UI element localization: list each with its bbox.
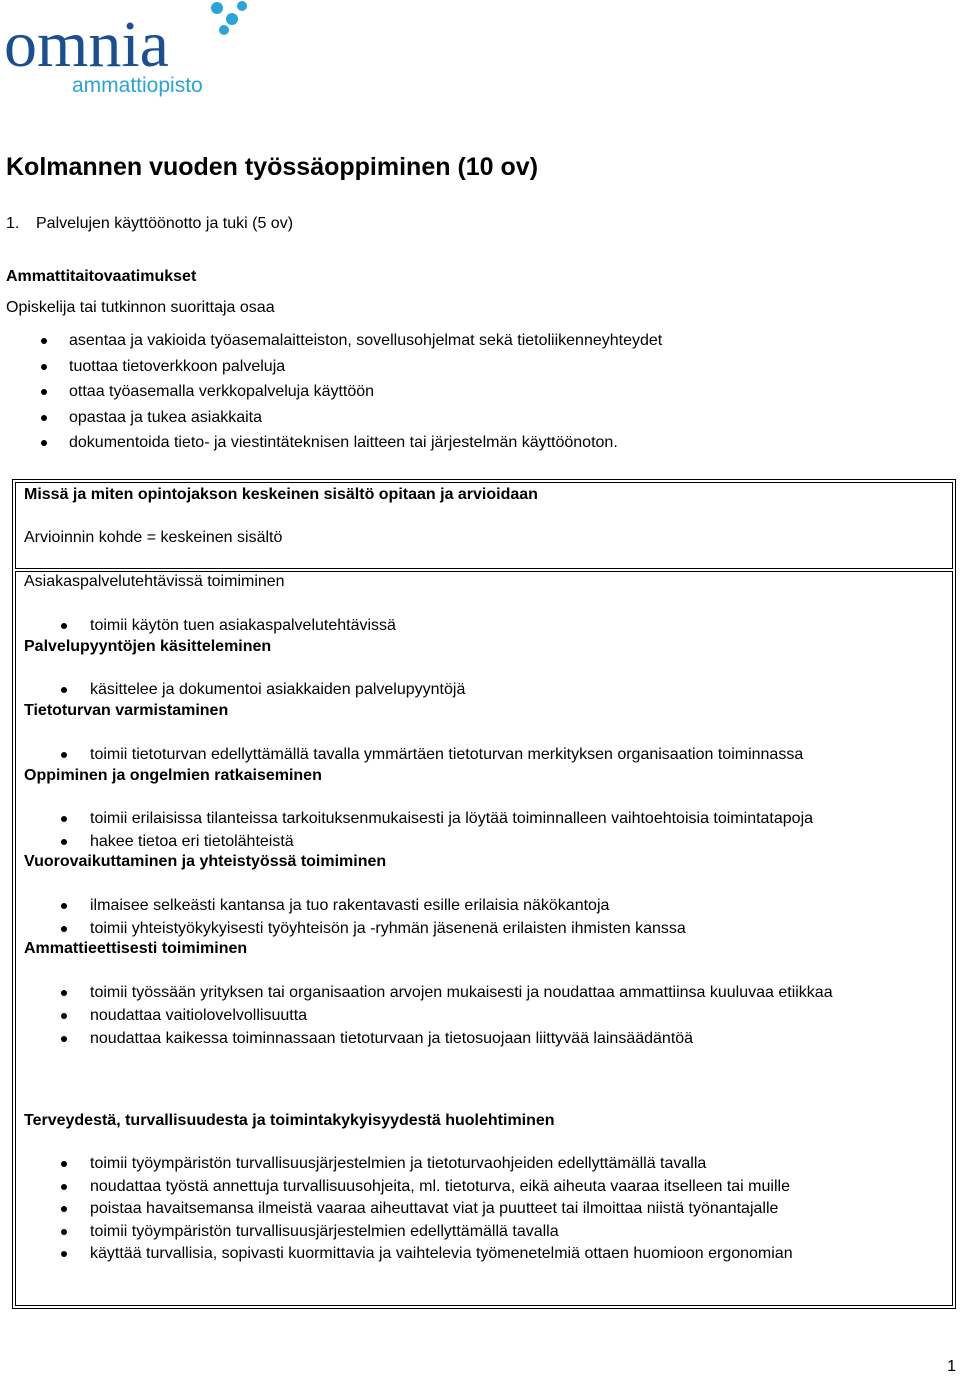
list-item: toimii tietoturvan edellyttämällä tavalla ymmärtäen tietoturvan merkityksen organisaation toiminnassa (90, 744, 940, 766)
list-item: tuottaa tietoverkkoon palveluja (69, 356, 949, 382)
list-item: poistaa havaitsemansa ilmeistä vaaraa aiheuttavat viat ja puutteet tai ilmoittaa niistä työnantajalle (90, 1198, 940, 1220)
group-heading: Tietoturvan varmistaminen (24, 702, 229, 719)
group-heading: Palvelupyyntöjen käsitteleminen (24, 638, 272, 655)
list-item: dokumentoida tieto- ja viestintäteknisen laitteen tai järjestelmän käyttöönoton. (69, 432, 949, 458)
group-list (90, 1153, 940, 1265)
list-item: noudattaa työstä annettuja turvallisuusohjeita, ml. tietoturva, eikä aiheuta vaaraa itselleen tai muille (90, 1176, 940, 1198)
list-item: toimii käytön tuen asiakaspalvelutehtävissä (90, 615, 940, 637)
logo-subtitle: ammattiopisto (72, 74, 203, 97)
list-item: toimii työympäristön turvallisuusjärjestelmien edellyttämällä tavalla (90, 1221, 940, 1243)
section-number: 1. (6, 215, 20, 232)
requirements-intro: Opiskelija tai tutkinnon suorittaja osaa (6, 299, 275, 316)
list-item: noudattaa kaikessa toiminnassaan tietoturvaan ja tietosuojaan liittyvää lainsäädäntöä (90, 1028, 890, 1050)
omnia-logo (4, 0, 254, 100)
table-subheader: Arvioinnin kohde = keskeinen sisältö (24, 529, 283, 546)
list-item: toimii yhteistyökykyisesti työyhteisön ja -ryhmän jäsenenä erilaisten ihmisten kanssa (90, 918, 940, 940)
group-heading: Asiakaspalvelutehtävissä toimiminen (24, 573, 285, 590)
list-item: toimii työympäristön turvallisuusjärjestelmien ja tietoturvaohjeiden edellyttämällä tavalla (90, 1153, 940, 1175)
logo-wordmark: omnia (4, 8, 169, 81)
group-heading: Terveydestä, turvallisuudesta ja toimintakykyisyydestä huolehtiminen (24, 1112, 555, 1129)
list-item: toimii erilaisissa tilanteissa tarkoituksenmukaisesti ja löytää toiminnalleen vaihtoehtoisia toimintatapoja (90, 808, 940, 830)
group-list (90, 615, 940, 637)
group-heading: Vuorovaikuttaminen ja yhteistyössä toimiminen (24, 853, 387, 870)
page-number: 1 (947, 1358, 956, 1375)
list-item: hakee tietoa eri tietolähteistä (90, 831, 940, 853)
logo-mark-icon (211, 1, 247, 35)
table-header: Missä ja miten opintojakson keskeinen sisältö opitaan ja arvioidaan (24, 486, 538, 503)
list-item: ottaa työasemalla verkkopalveluja käyttöön (69, 381, 949, 407)
list-item: noudattaa vaitiolovelvollisuutta (90, 1005, 890, 1027)
list-item: toimii työssään yrityksen tai organisaation arvojen mukaisesti ja noudattaa ammattiinsa kuuluvaa etiikkaa (90, 982, 890, 1004)
group-list (90, 982, 890, 1050)
requirements-heading: Ammattitaitovaatimukset (6, 268, 197, 285)
list-item: ilmaisee selkeästi kantansa ja tuo rakentavasti esille erilaisia näkökantoja (90, 895, 940, 917)
list-item: käyttää turvallisia, sopivasti kuormittavia ja vaihtelevia työmenetelmiä ottaen huomioon ergonomian (90, 1243, 940, 1265)
group-heading: Ammattieettisesti toimiminen (24, 940, 248, 957)
list-item: käsittelee ja dokumentoi asiakkaiden palvelupyyntöjä (90, 679, 940, 701)
requirements-list (69, 330, 949, 458)
group-list (90, 808, 940, 853)
list-item: asentaa ja vakioida työasemalaitteiston, sovellusohjelmat sekä tietoliikenneyhteydet (69, 330, 949, 356)
page-title: Kolmannen vuoden työssäoppiminen (10 ov) (6, 153, 539, 181)
group-list (90, 895, 940, 940)
section-label: Palvelujen käyttöönotto ja tuki (5 ov) (36, 215, 294, 232)
section-heading (6, 213, 293, 235)
group-list (90, 744, 940, 766)
list-item: opastaa ja tukea asiakkaita (69, 407, 949, 433)
group-heading: Oppiminen ja ongelmien ratkaiseminen (24, 767, 322, 784)
group-list (90, 679, 940, 701)
